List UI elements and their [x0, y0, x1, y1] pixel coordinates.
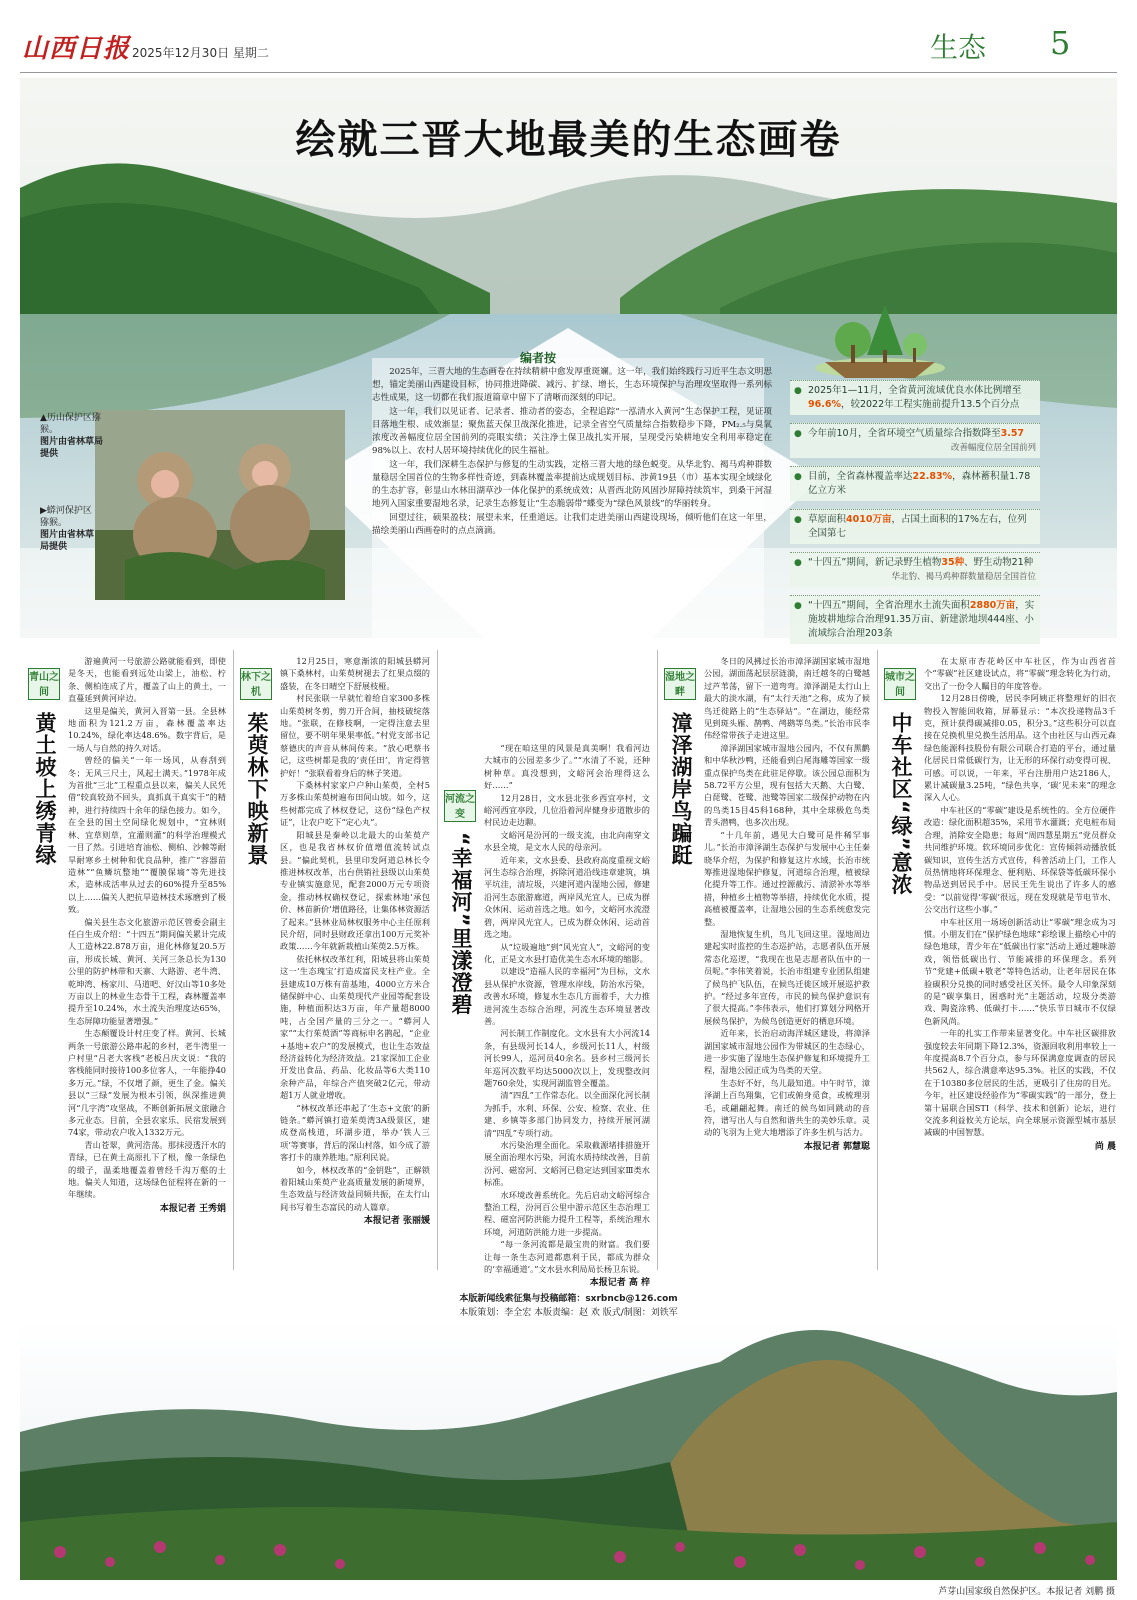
- article-paragraph: 村民张联一早就忙着给自家300多株山茱萸树冬剪，剪刀开合间，抽枝破绽落地。“张联，在修枝啊，一定得注意去里留位，要不明年果果率低。”村党支部书记蔡德庆的声音从林间传来。“放心吧蔡书记，这些树都是我的‘责任田’，肯定得管护好！”张联看着身后的林子笑道。: [280, 693, 430, 778]
- article-paragraph: 曾经的偏关“一年一场风，从春刮到冬；无风三尺土，风起土满天。”1978年成为首批“三北”工程重点县以来，偏关人民凭借“较真较劲不回头，真抓真干真实干”的精神，进行持续四十余年的绿色接力。如今，在全县的国土空间绿化规划中，“宜林则林、宜草则草，宜灌则灌”的科学治理模式一目了然。引进培育油松、侧柏、沙棘等耐旱耐寒乡土树种和优良品种，推广“容器苗造林”“鱼鳞坑整地”“覆膜保墒”等先进技术，造林成活率从过去的60%提升至85%以上……偏关人把抗旱造林技术琢磨到了极致。: [68, 755, 226, 915]
- page-footer: [20, 1292, 1117, 1320]
- article-byline: 本报记者 王秀娟: [159, 1203, 226, 1214]
- stat-text: 目前，全省森林覆盖率达: [808, 471, 913, 482]
- stat-item: [790, 509, 1040, 544]
- page-title: 绘就三晋大地最美的生态画卷: [295, 117, 842, 163]
- monkey-caption-1: [40, 412, 110, 460]
- editor-note-paragraph: 回望过往，硕果盈枝；展望未来，任重道远。让我们走进美丽山西建设现场，倾听他们在这一年里，描绘美丽山西画卷时的点点滴滴。: [372, 513, 772, 536]
- stat-tail: ，森林蓄积量1.78亿立方米: [808, 471, 1031, 496]
- article-badge: 青山之间: [28, 668, 60, 700]
- column-divider: [877, 650, 878, 1270]
- monkey-caption-2-text: ▶蟒河保护区猕猴。: [40, 506, 92, 528]
- article-paragraph: 水污染治理全面化。采取截源堵排措施开展全面治理水污染，河流水质持续改善，目前汾河、磁窑河、文峪河已稳定达到国家Ⅲ类水标准。: [484, 1140, 650, 1188]
- stat-item: [790, 466, 1040, 501]
- issue-date: 2025年12月30日 星期二: [132, 46, 269, 60]
- article-paragraph: 近年来，长治启动海洋城区建设，将漳泽湖国家城市湿地公园作为带城区的生态绿心，进一步实施了湿地生态保护修复和环境提升工程，湿地公园正成为鸟类的天堂。: [704, 1028, 870, 1076]
- masthead: 山西日报: [22, 34, 131, 64]
- article-title: 中车社区“绿”意浓: [889, 712, 913, 896]
- article-badge: 湿地之畔: [664, 668, 696, 700]
- bottom-landscape-photo: [20, 1322, 1117, 1580]
- article-paragraph: 水环境改善系统化。先后启动文峪河综合整治工程，汾河百公里中游示范区生态治理工程、磁窑河防洪能力提升工程等，系统治理水环境，河道防洪能力进一步提高。: [484, 1189, 650, 1237]
- article-paragraph: 漳泽湖国家城市湿地公园内，不仅有黑鹳和中华秋沙鸭，还能看到白尾海雕等国家一级重点保护鸟类在此驻足停歇。该公园总面积为58.72平方公里，现有包括大天鹅、大白鹭、白琵鹭、苍鹭、池鹭等国家二级保护动物在内的鸟类15目45科168种，其中全球极危鸟类青头潜鸭，也多次出现。: [704, 742, 870, 828]
- stat-value: 22.83%: [912, 471, 953, 482]
- stat-item: [790, 380, 1040, 415]
- stat-value: 96.6%: [808, 399, 841, 410]
- article-paragraph: 从“垃圾遍地”到“风光宜人”，文峪河的变化，正是文水县打造优美生态水环境的缩影。: [484, 941, 650, 964]
- article-byline: 本报记者 郭慧聪: [803, 1141, 870, 1152]
- editor-note-paragraph: 2025年，三晋大地的生态画卷在持续精耕中愈发厚重斑斓。这一年，我们始终践行习近平生态文明思想，锚定美丽山西建设目标，协同推进降碳、减污、扩绿、增长，生态环境保护与治理攻坚取得一系列标志性成果，这一切都在我们报道篇章中留下了清晰而深刻的印记。: [372, 367, 772, 403]
- monkeys-photo: [95, 410, 345, 600]
- column-divider: [233, 650, 234, 1270]
- article-title: 茱萸林下映新景: [245, 712, 269, 866]
- stat-tail: ，较2022年工程实施前提升13.5个百分点: [840, 399, 1020, 410]
- article-paragraph: 生态颠覆设计村庄变了样。黄河、长城两条一号旅游公路串起的乡村，老牛湾里一户村里“吕老大客栈”老板吕庆文说：“我的客栈能同时接待100多位客人，一年能挣40多万元。”绿，不仅增了颜，更生了金。偏关县以“三绿”发展为根本引领，纵深推进黄河“几字湾”攻坚战，不断创新拓展文旅融合多元业态。目前，全县农家乐、民宿发展到74家，带动农户收入1332万元。: [68, 1028, 226, 1138]
- article-badge: 林下之机: [240, 668, 272, 700]
- stat-text: 2025年1—11月，全省黄河流域优良水体比例增至: [808, 385, 1022, 396]
- bottom-photo-caption: 芦芽山国家级自然保护区。本报记者 刘鹏 摄: [938, 1587, 1115, 1597]
- article-paragraph: 一年的扎实工作带来显著变化。中车社区碳排放强度较去年同期下降12.3%，资源回收利用率较上一年度提高8.7个百分点，参与环保满意度调查的居民共562人，综合满意率达95.3%。社区的实践，不仅在于10380多位居民的生活，更吸引了住房的目光。今年，社区建设经验作为“零碳实践”的一部分，登上第十届联合国STI（科学、技术和创新）论坛，进行交流多利益攸关方论坛，向全球展示资源型城市基层减碳的中国智慧。: [924, 1028, 1116, 1138]
- stat-value: 35种: [941, 557, 965, 568]
- article-paragraph: 文峪河是汾河的一级支流，由北向南穿文水县全境，是文水人民的母亲河。: [484, 829, 650, 853]
- stat-sub: 华北豹、褐马鸡种群数量稳居全国首位: [891, 572, 1036, 582]
- stat-sub: 改善幅度位居全国前列: [950, 443, 1036, 453]
- editorial-credits: 本版策划：李全宏 本版责编：赵 欢 版式/制图：刘铁军: [459, 1308, 678, 1318]
- stat-text: 草原面积: [808, 514, 847, 525]
- submission-email: 本版新闻线索征集与投稿邮箱：sxrbncb@126.com: [459, 1294, 678, 1304]
- editor-note-paragraph: 这一年，我们以见证者、记录者、推动者的姿态，全程追踪“一泓清水入黄河”生态保护工程，见证项目落地生根、成效渐显；聚焦蓝天保卫战深化推进，记录全省空气质量综合指数稳步下降，PM₂.₅与臭氧浓度改善幅度位居全国前列的亮眼实绩；关注净土保卫战扎实开展，呈现受污染耕地安全利用率稳定在98%以上、农村人居环境持续优化的民生福祉。: [372, 407, 772, 456]
- article-paragraph: 中车社区的“零碳”建设是系统性的。全方位硬件改造：绿化面积超35%，采用节水灌溉；充电桩布局合理，消除安全隐患；每周“周四慧星期五”党员群众共同维护环境。软环境同步优化：宣传倾斜动播放低碳知识，宣传生活方式宣传，科普活动上门，工作人员热情地将环保理念、便利贴、环保袋等低碳环保小物品送到居民手中。居民王先生说出了许多人的感受：“以前觉得‘零碳’很远，现在发现就是节电节水、公交出行这些小事。”: [924, 804, 1116, 915]
- section-name: 生态: [930, 31, 987, 64]
- article-paragraph: 下桑林村家家户户种山茱萸，全村5万多株山茱萸树遍布田间山坡。如今，这些树都完成了林权登记，这份“绿色产权证”，让农户吃下“定心丸”。: [280, 780, 430, 828]
- stat-tail: ，实施坡耕地综合治理91.35万亩、新建淤地坝444座、小流域综合治理203条: [808, 600, 1035, 639]
- article-paragraph: “十几年前，遇见大白鹭可是件稀罕事儿。”长治市漳泽湖生态保护与发展中心主任秦晓华介绍，为保护和修复这片水域，长治市统筹推进湿地保护修复，河道综合治理，植被绿化提升等工作。通过控源截污、清淤补水等举措，种植乡土植物等举措，持续优化水质，提高植被覆盖率，让湿地公园的生态系统愈发完整。: [704, 829, 870, 927]
- stat-text: 今年前10月，全省环境空气质量综合指数降至: [808, 428, 1001, 439]
- article-byline: 本报记者 高 梓: [589, 1278, 650, 1289]
- article-body: [280, 655, 430, 1270]
- article-paragraph: 近年来，文水县委、县政府高度重视文峪河生态综合治理，拆除河道沿线违章建筑，填平坑洼，清垃圾，兴建河道内湿地公园，修建沿河生态旅游廊道，两岸风光宜人，已成为群众休闲、运动首选之地。如今，文峪河水流澄碧，两岸风光宜人，已成为群众休闲、运动首选之地。: [484, 854, 650, 940]
- article-byline: 尚 晨: [1094, 1141, 1116, 1152]
- stat-value: 4010万亩: [846, 514, 892, 525]
- article-paragraph: 冬日的风拂过长治市漳泽湖国家城市湿地公园，湖面荡起层层涟漪，南迁越冬的白鹭越过芦苇荡，留下一道弯弯。漳泽湖是太行山上最大的淡水湖，有“太行天池”之称，成为了候鸟迁徙路上的“生态驿站”。“在湖边，能经常见到斑头雁、鹊鸭、鸬鹚等鸟类。”长治市民李伟经常带孩子走进这里。: [704, 656, 870, 741]
- article-badge: 城市之间: [884, 668, 916, 700]
- stat-tail: 、野生动物21种: [964, 557, 1034, 568]
- article-paragraph: 青山苍翠，黄河浩荡。那抹浸透汗水的青绿，已在黄土高原扎下了根，像一条绿色的缎子，温柔地覆盖着曾经千沟万壑的土地。偏关人知道，这场绿色征程将在新的一年继续。: [68, 1139, 226, 1200]
- article-paragraph: “现在咱这里的风景是真美啊！我看河边大城市的公园差多少了。”“水清了不说，还种树种草。真没想到，文峪河会治理得这么好……”: [484, 743, 650, 791]
- article-body: [484, 742, 650, 1289]
- article-paragraph: “每一条河流都是最宝贵的财富。我们要让每一条生态河道都惠利于民，都成为群众的‘幸福通道’。”文水县水利局局长杨卫东说。: [484, 1239, 650, 1275]
- article-byline: 本报记者 张丽媛: [363, 1216, 430, 1227]
- article-paragraph: 阳城县是秦岭以北最大的山茱萸产区，也是我省林权价值增值流转试点县。“偏此契机，县里印发阿道总林长令推进林权改革，出台供销社县级以山茱萸专业镇实施意见，配套2000万元专项资金，推动林权确权登记，探索林地‘承包价、林苗新价’增值路径，让集体林资源活了起来。”县林业局林权服务中心主任原利民介绍，同时县财政还拿出100万元奖补政策……今年就新栽植山茱萸2.5万株。: [280, 829, 430, 952]
- article-paragraph: “林权改革还串起了‘生态+文旅’的新链条。”蟒河镇打造茱萸湾3A级景区，建成登高栈道，环湖步道，举办‘铁人三项’等赛事，背后的深山村落，如今成了游客打卡的康养胜地。”原利民说。: [280, 1102, 430, 1163]
- article-body: [704, 655, 870, 1270]
- article-paragraph: 偏关县生态文化旅游示范区管委会副主任白生成介绍：“十四五”期间偏关累计完成人工造林22.878万亩，退化林修复20.5万亩，形成长城、黄河、关河三条总长为130公里的防护林带和天寨、大路游、老牛湾、乾坤湾、杨家川、马道吧、好汉山等10多处万亩以上的林业生态骨干工程，森林覆盖率提升至10.24%，水土流失治理度达65%，生态屏障功能显著增强。”: [68, 916, 226, 1026]
- stat-value: 2880万亩: [969, 600, 1016, 611]
- stat-text: “十四五”期间，全省治理水土流失面积: [808, 600, 970, 611]
- article-paragraph: 游遍黄河一号旅游公路就能看到，即使是冬天，也能看到远处山梁上，油松、柠条、侧柏连成了片，覆盖了山上的黄土，一直蔓延到黄河岸边。: [68, 656, 226, 704]
- article-paragraph: 这里是偏关，黄河入晋第一县。全县林地面积为121.2万亩，森林覆盖率达10.24%，绿化率达48.6%。数字背后，是一场人与自然的持久对话。: [68, 705, 226, 753]
- article-title: 漳泽湖岸鸟蹁跹: [669, 712, 693, 866]
- article-title: 黄土坡上绣青绿: [33, 712, 57, 866]
- monkey-caption-2: [40, 505, 100, 553]
- article-body: [68, 655, 226, 1270]
- stat-item: [790, 552, 1040, 587]
- monkey-credit-2: 图片由省林草局提供: [40, 530, 95, 552]
- stat-tail: ，占国土面积的17%左右，位列全国第七: [808, 514, 1027, 539]
- stat-item: [790, 595, 1040, 644]
- header-rule: [20, 72, 1117, 73]
- article-paragraph: 以建设“造福人民的幸福河”为目标，文水县从保护水资源，管理水岸线，防治水污染，改善水环境，修复水生态几方面着手，大力推进河流生态综合治理，河流生态环境显著改善。: [484, 966, 650, 1026]
- article-title: “幸福河”里漾澄碧: [449, 832, 473, 1016]
- stat-value: 3.57: [1000, 428, 1025, 439]
- article-badge: 河流之变: [444, 790, 476, 822]
- stat-text: “十四五”期间，新记录野生植物: [808, 557, 942, 568]
- editor-note-heading: 编者按: [520, 351, 557, 365]
- editor-note-paragraph: 这一年，我们深耕生态保护与修复的生动实践，定格三晋大地的绿色蜕变。从华北豹、褐马鸡种群数量稳居全国首位的生物多样性奇迹，到森林覆盖率提前达成规划目标、涉黄19县（市）基本实现全域绿化的生态扩容，彰显山水林田湖草沙一体化保护的系统成效；从晋西北防风固沙屏障持续筑牢，到桑干河湿地列入国家重要湿地名录，记录生态修复让“生态脆弱带”蝶变为“绿色风景线”的华丽转身。: [372, 460, 772, 509]
- article-paragraph: 湿地恢复生机，鸟儿飞回这里。湿地周边建起实时监控的生态巡护站，志愿者队伍开展常态化巡逻，“我现在也是志愿者队伍中的一员呢。”李伟笑着说，长治市组建专业团队组建了候鸟护飞队伍，在候鸟迁徙区域开展巡护救护。“经过多年宣传，市民的候鸟保护意识有了很大提高。”李伟表示，他们打算划分网格开展候鸟保护，为候鸟创造更好的栖息环境。: [704, 928, 870, 1026]
- article-body: [924, 655, 1116, 1270]
- article-paragraph: 12月28日傍晚，居民李阿姨正将整理好的旧衣物投入智能回收箱，屏幕显示：“本次投递物品3千克，预计获得碳减排0.05，积分3。”这些积分可以直接在兑换机里兑换生活用品。这个由社区与山西元森绿色能源科技股份有限公司联合打造的平台，通过量化居民日常低碳行为，让无形的环保行动变得可视、可感。可以说，一年来，平台注册用户达2186人，累计减碳量3.25吨，“绿色共享，‘碳’见未来”的理念深入人心。: [924, 693, 1116, 803]
- article-paragraph: 河长制工作制度化。文水县有大小河流14条，有县级河长14人，乡级河长11人，村级河长99人，巡河员40余名。县乡村三级河长年巡河次数平均达5000次以上，发现整改问题760余处，实现河湖监管全覆盖。: [484, 1028, 650, 1088]
- monkey-credit-1: 图片由省林草局提供: [40, 437, 104, 459]
- column-divider: [437, 650, 438, 1270]
- article-paragraph: 如今，林权改革的“金钥匙”，正解锁着阳城山茱萸产业高质量发展的新境界，生态效益与经济效益同频共振，在太行山间书写着生态富民的动人篇章。: [280, 1164, 430, 1212]
- article-paragraph: 生态好不好，鸟儿最知道。中午时节，漳泽湖上百鸟翔集，它们或俯身觅食，或梳理羽毛，或翩翩起舞。南迁的候鸟如同跳动的音符，谱写出人与自然和谐共生的美妙乐章。灵动的飞羽为上党大地增添了许多生机与活力。: [704, 1077, 870, 1138]
- article-paragraph: 依托林权改革红利，阳城县将山茱萸这一‘生态瑰宝’打造成富民支柱产业。全县建成10万株有苗基地，4000立方米合储保鲜中心、山茱萸现代产业园等配套设施，种植面积达3万亩，年产量超8000吨，占全国产量的三分之一。“蟒河人家”“太行茱萸酒”等商标申名鹊起，“企业+基地+农户”的发展模式，也让生态效益经济益转化为经济效益。21家深加工企业开发出食品、药品、化妆品等6大类110余种产品，年综合产值突破2亿元，带动超1万人就业增收。: [280, 953, 430, 1101]
- stats-panel: [790, 380, 1040, 652]
- article-paragraph: 在太原市杏花岭区中车社区，作为山西省首个“零碳”社区建设试点，将“零碳”理念转化为行动，交出了一份令人瞩目的年度答卷。: [924, 656, 1116, 691]
- column-divider: [657, 650, 658, 1270]
- article-paragraph: 中车社区用一场场创新活动让“零碳”理念成为习惯。小朋友们在“保护绿色地球”彩绘课上描绘心中的绿色地球，青少年在“低碳出行家”活动上通过趣味游戏，领悟低碳出行、节能减排的环保理念。系列节“党建+低碳+敬老”等特色活动，让老年居民在体验碳积分兑换的同时感受社区关怀。最令人印象深刻的是“碳享集日，困惑时光”主题活动，垃圾分类游戏、陶瓷涂鸦、低碳打卡……“快乐节日城市不仅绿色新风尚。: [924, 916, 1116, 1026]
- editor-note: [372, 366, 772, 539]
- page-number: 5: [1050, 24, 1071, 62]
- monkey-caption-1-text: ▲历山保护区猕猴。: [40, 413, 101, 435]
- article-paragraph: 清“四乱”工作常态化。以全面深化河长制为抓手，水利、环保、公安、检察、农业、住建、乡镇等多部门协同发力，持续开展河湖清“四乱”专项行动。: [484, 1090, 650, 1138]
- article-paragraph: 12月25日，寒意渐浓的阳城县蟒河镇下桑林村，山茱萸树褪去了红果点缀的盛装，在冬日晴空下舒展枝桠。: [280, 656, 430, 691]
- stat-item: [790, 423, 1040, 458]
- island-illustration: [805, 290, 955, 380]
- article-paragraph: 12月28日，文水县北张乡西宜亭村，文峪河西宜亭段，几位沿着河岸健身步道散步的村民边走边聊。: [484, 792, 650, 828]
